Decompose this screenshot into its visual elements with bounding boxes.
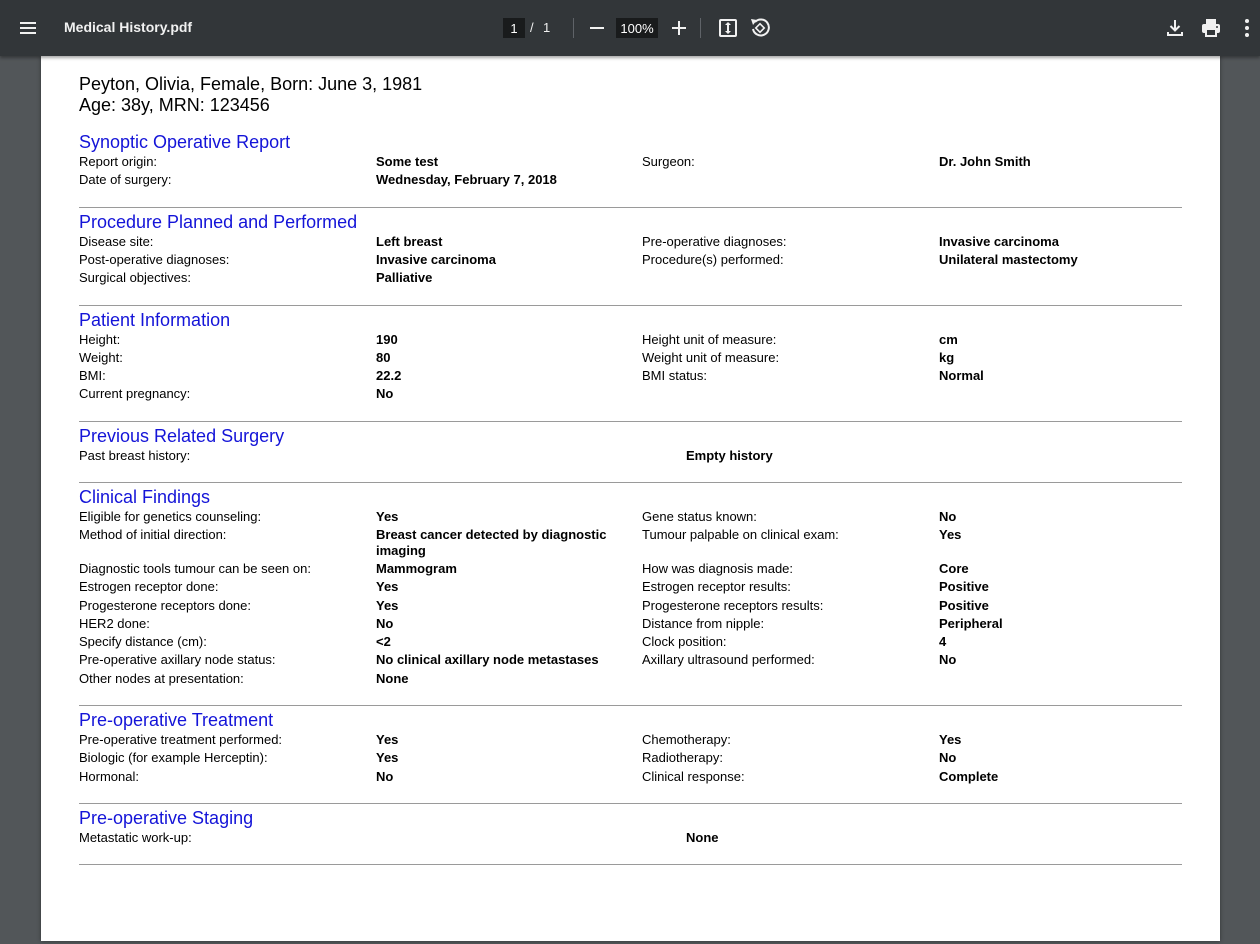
field-value: 22.2 [376,368,402,383]
field-value: No [376,386,394,401]
field-value: No [376,616,394,631]
section-divider [79,864,1182,865]
section-divider [79,482,1182,483]
field-label: Surgeon: [642,154,695,169]
section-divider [79,421,1182,422]
field-value: cm [939,332,958,347]
field-label: Pre-operative axillary node status: [79,652,276,667]
field-value: Normal [939,368,984,383]
section-divider [79,207,1182,208]
field-value: Yes [376,598,399,613]
page-separator: / [530,20,534,35]
field-value: Some test [376,154,439,169]
patient-name-line: Peyton, Olivia, Female, Born: June 3, 1981 [79,74,423,94]
field-label: Pre-operative treatment performed: [79,732,283,747]
field-value: None [686,830,719,845]
field-value: Positive [939,579,989,594]
field-value: No [939,750,957,765]
field-label: Procedure(s) performed: [642,252,784,267]
zoom-in-icon[interactable] [667,16,691,40]
field-label: Estrogen receptor results: [642,579,791,594]
more-icon[interactable] [1235,16,1259,40]
field-value: Invasive carcinoma [939,234,1059,249]
field-label: Diagnostic tools tumour can be seen on: [79,561,311,576]
field-label: Surgical objectives: [79,270,191,285]
zoom-level-input[interactable] [616,18,658,38]
field-value: Yes [939,527,962,542]
fit-page-icon[interactable] [716,16,740,40]
field-label: Clinical response: [642,769,745,784]
field-value: Mammogram [376,561,457,576]
field-label: Height: [79,332,121,347]
pdf-page [41,56,1220,941]
pdf-toolbar [0,0,1260,56]
field-label: Pre-operative diagnoses: [642,234,787,249]
section-title: Clinical Findings [79,487,211,507]
page-total: 1 [543,20,551,35]
field-label: Distance from nipple: [642,616,765,631]
field-value: Positive [939,598,989,613]
field-label: Biologic (for example Herceptin): [79,750,268,765]
section-divider [79,305,1182,306]
field-label: Disease site: [79,234,154,249]
field-label: How was diagnosis made: [642,561,794,576]
section-title: Pre-operative Treatment [79,710,274,730]
field-value: 4 [939,634,947,649]
field-value: Yes [376,750,399,765]
field-value: Invasive carcinoma [376,252,496,267]
field-value: <2 [376,634,391,649]
field-label: HER2 done: [79,616,150,631]
field-label: Past breast history: [79,448,191,463]
field-value: Yes [376,579,399,594]
field-value: Unilateral mastectomy [939,252,1078,267]
field-label: Eligible for genetics counseling: [79,509,262,524]
field-label: Specify distance (cm): [79,634,207,649]
field-value: No clinical axillary node metastases [376,652,599,667]
field-label: BMI status: [642,368,708,383]
field-label: BMI: [79,368,106,383]
field-label: Current pregnancy: [79,386,191,401]
field-label: Weight unit of measure: [642,350,780,365]
field-value: Core [939,561,969,576]
field-value: No [939,652,957,667]
field-label: Clock position: [642,634,727,649]
field-value: None [376,671,409,686]
section-title: Patient Information [79,310,231,330]
field-value: 190 [376,332,398,347]
download-icon[interactable] [1163,16,1187,40]
field-value: Complete [939,769,999,784]
zoom-out-icon[interactable] [585,16,609,40]
field-value: Dr. John Smith [939,154,1031,169]
page-number-input[interactable] [503,18,525,38]
section-title: Previous Related Surgery [79,426,285,446]
field-label: Chemotherapy: [642,732,731,747]
section-title: Pre-operative Staging [79,808,254,828]
field-label: Weight: [79,350,123,365]
field-label: Date of surgery: [79,172,172,187]
field-value: Yes [376,732,399,747]
field-label: Other nodes at presentation: [79,671,244,686]
field-label: Method of initial direction: [79,527,227,542]
field-value: kg [939,350,955,365]
rotate-icon[interactable] [748,16,772,40]
field-label: Radiotherapy: [642,750,723,765]
field-value: Yes [939,732,962,747]
patient-age-line: Age: 38y, MRN: 123456 [79,95,270,115]
field-value: Yes [376,509,399,524]
field-label: Report origin: [79,154,158,169]
field-value: Peripheral [939,616,1003,631]
field-value: Left breast [376,234,443,249]
print-icon[interactable] [1199,16,1223,40]
section-title: Procedure Planned and Performed [79,212,358,232]
field-label: Post-operative diagnoses: [79,252,230,267]
field-value: No [939,509,957,524]
toolbar-divider [573,18,574,38]
field-label: Metastatic work-up: [79,830,192,845]
field-value: Empty history [686,448,773,463]
document-title: Medical History.pdf [64,19,193,35]
field-label: Progesterone receptors results: [642,598,824,613]
section-title: Synoptic Operative Report [79,132,291,152]
field-label: Gene status known: [642,509,757,524]
toolbar-divider [700,18,701,38]
field-label: Tumour palpable on clinical exam: [642,527,839,542]
section-divider [79,803,1182,804]
field-label: Estrogen receptor done: [79,579,219,594]
field-value: Breast cancer detected by diagnostic imaging [376,527,607,558]
field-label: Hormonal: [79,769,139,784]
menu-icon[interactable] [16,16,40,40]
field-label: Height unit of measure: [642,332,777,347]
field-value: No [376,769,394,784]
field-label: Axillary ultrasound performed: [642,652,815,667]
field-value: Palliative [376,270,433,285]
field-value: 80 [376,350,391,365]
section-divider [79,705,1182,706]
field-label: Progesterone receptors done: [79,598,251,613]
field-value: Wednesday, February 7, 2018 [376,172,557,187]
